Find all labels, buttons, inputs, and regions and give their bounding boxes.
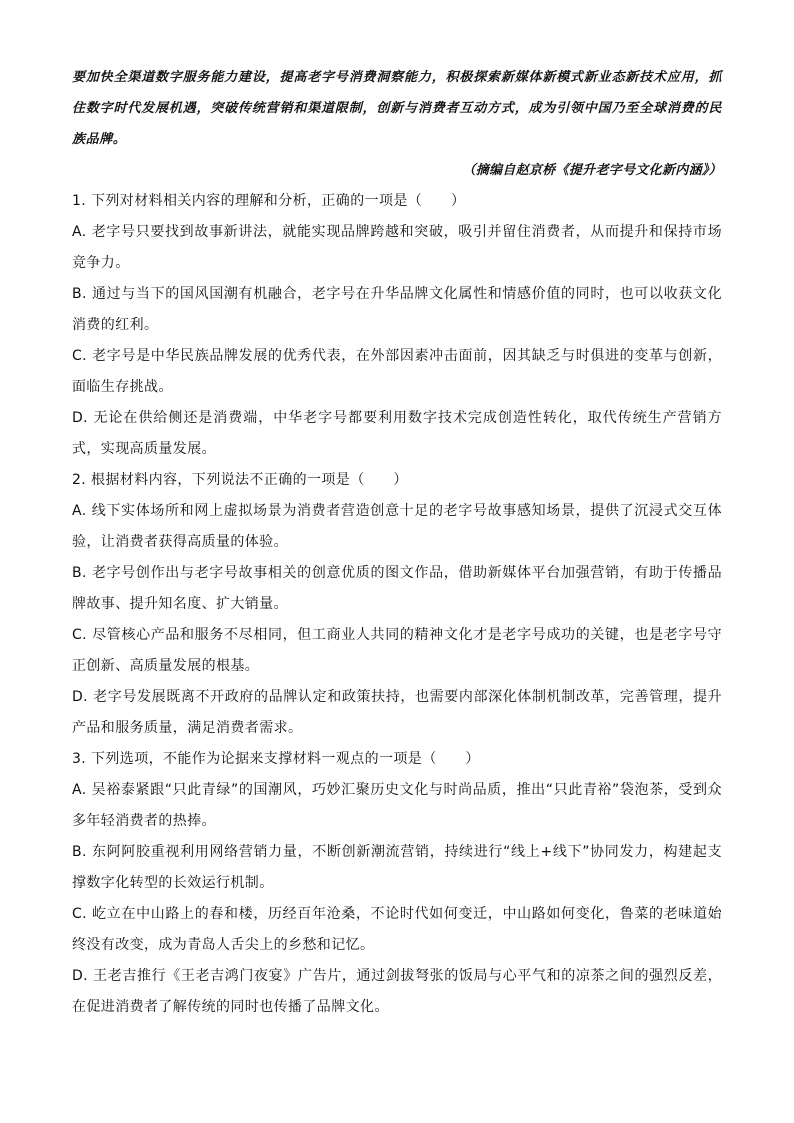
- option-d: D. 王老吉推行《王老吉鸿门夜宴》广告片，通过剑拔弩张的饭局与心平气和的凉茶之间的强烈反差，在促进消费者了解传统的同时也传播了品牌文化。: [72, 968, 722, 1015]
- question-stem: 3. 下列选项，不能作为论据来支撑材料一观点的一项是（ ）: [72, 751, 480, 767]
- option-c: C. 老字号是中华民族品牌发展的优秀代表，在外部因素冲击面前，因其缺乏与时俱进的变革与创新，面临生存挑战。: [72, 348, 722, 395]
- passage-text: 要加快全渠道数字服务能力建设，提高老字号消费洞察能力，积极探索新媒体新模式新业态新技术应用，抓住数字时代发展机遇，突破传统营销和渠道限制，创新与消费者互动方式，成为引领中国乃至全球消费的民族品牌。: [72, 70, 722, 147]
- option-c: C. 屹立在中山路上的春和楼，历经百年沧桑，不论时代如何变迁，中山路如何变化，鲁菜的老味道始终没有改变，成为青岛人舌尖上的乡愁和记忆。: [72, 906, 722, 953]
- option-a: A. 吴裕泰紧跟“只此青绿”的国潮风，巧妙汇聚历史文化与时尚品质，推出“只此青裕”袋泡茶，受到众多年轻消费者的热捧。: [72, 782, 722, 829]
- question-3: [72, 744, 722, 1023]
- question-1: [72, 186, 722, 465]
- option-a: A. 老字号只要找到故事新讲法，就能实现品牌跨越和突破，吸引并留住消费者，从而提升和保持市场竞争力。: [72, 224, 722, 271]
- option-b: B. 东阿阿胶重视利用网络营销力量，不断创新潮流营销，持续进行“线上+线下”协同发力，构建起支撑数字化转型的长效运行机制。: [72, 844, 722, 891]
- document-page: [72, 62, 722, 1023]
- question-2: [72, 465, 722, 744]
- option-a: A. 线下实体场所和网上虚拟场景为消费者营造创意十足的老字号故事感知场景，提供了沉浸式交互体验，让消费者获得高质量的体验。: [72, 503, 722, 550]
- question-stem: 1. 下列对材料相关内容的理解和分析，正确的一项是（ ）: [72, 193, 466, 209]
- question-stem: 2. 根据材料内容，下列说法不正确的一项是（ ）: [72, 472, 408, 488]
- option-b: B. 通过与当下的国风国潮有机融合，老字号在升华品牌文化属性和情感价值的同时，也可以收获文化消费的红利。: [72, 286, 722, 333]
- option-b: B. 老字号创作出与老字号故事相关的创意优质的图文作品，借助新媒体平台加强营销，有助于传播品牌故事、提升知名度、扩大销量。: [72, 565, 722, 612]
- option-c: C. 尽管核心产品和服务不尽相同，但工商业人共同的精神文化才是老字号成功的关键，也是老字号守正创新、高质量发展的根基。: [72, 627, 722, 674]
- option-d: D. 无论在供给侧还是消费端，中华老字号都要利用数字技术完成创造性转化，取代传统生产营销方式，实现高质量发展。: [72, 410, 722, 457]
- option-d: D. 老字号发展既离不开政府的品牌认定和政策扶持，也需要内部深化体制机制改革，完善管理，提升产品和服务质量，满足消费者需求。: [72, 689, 722, 736]
- passage-source: （摘编自赵京桥《提升老字号文化新内涵》）: [462, 163, 722, 178]
